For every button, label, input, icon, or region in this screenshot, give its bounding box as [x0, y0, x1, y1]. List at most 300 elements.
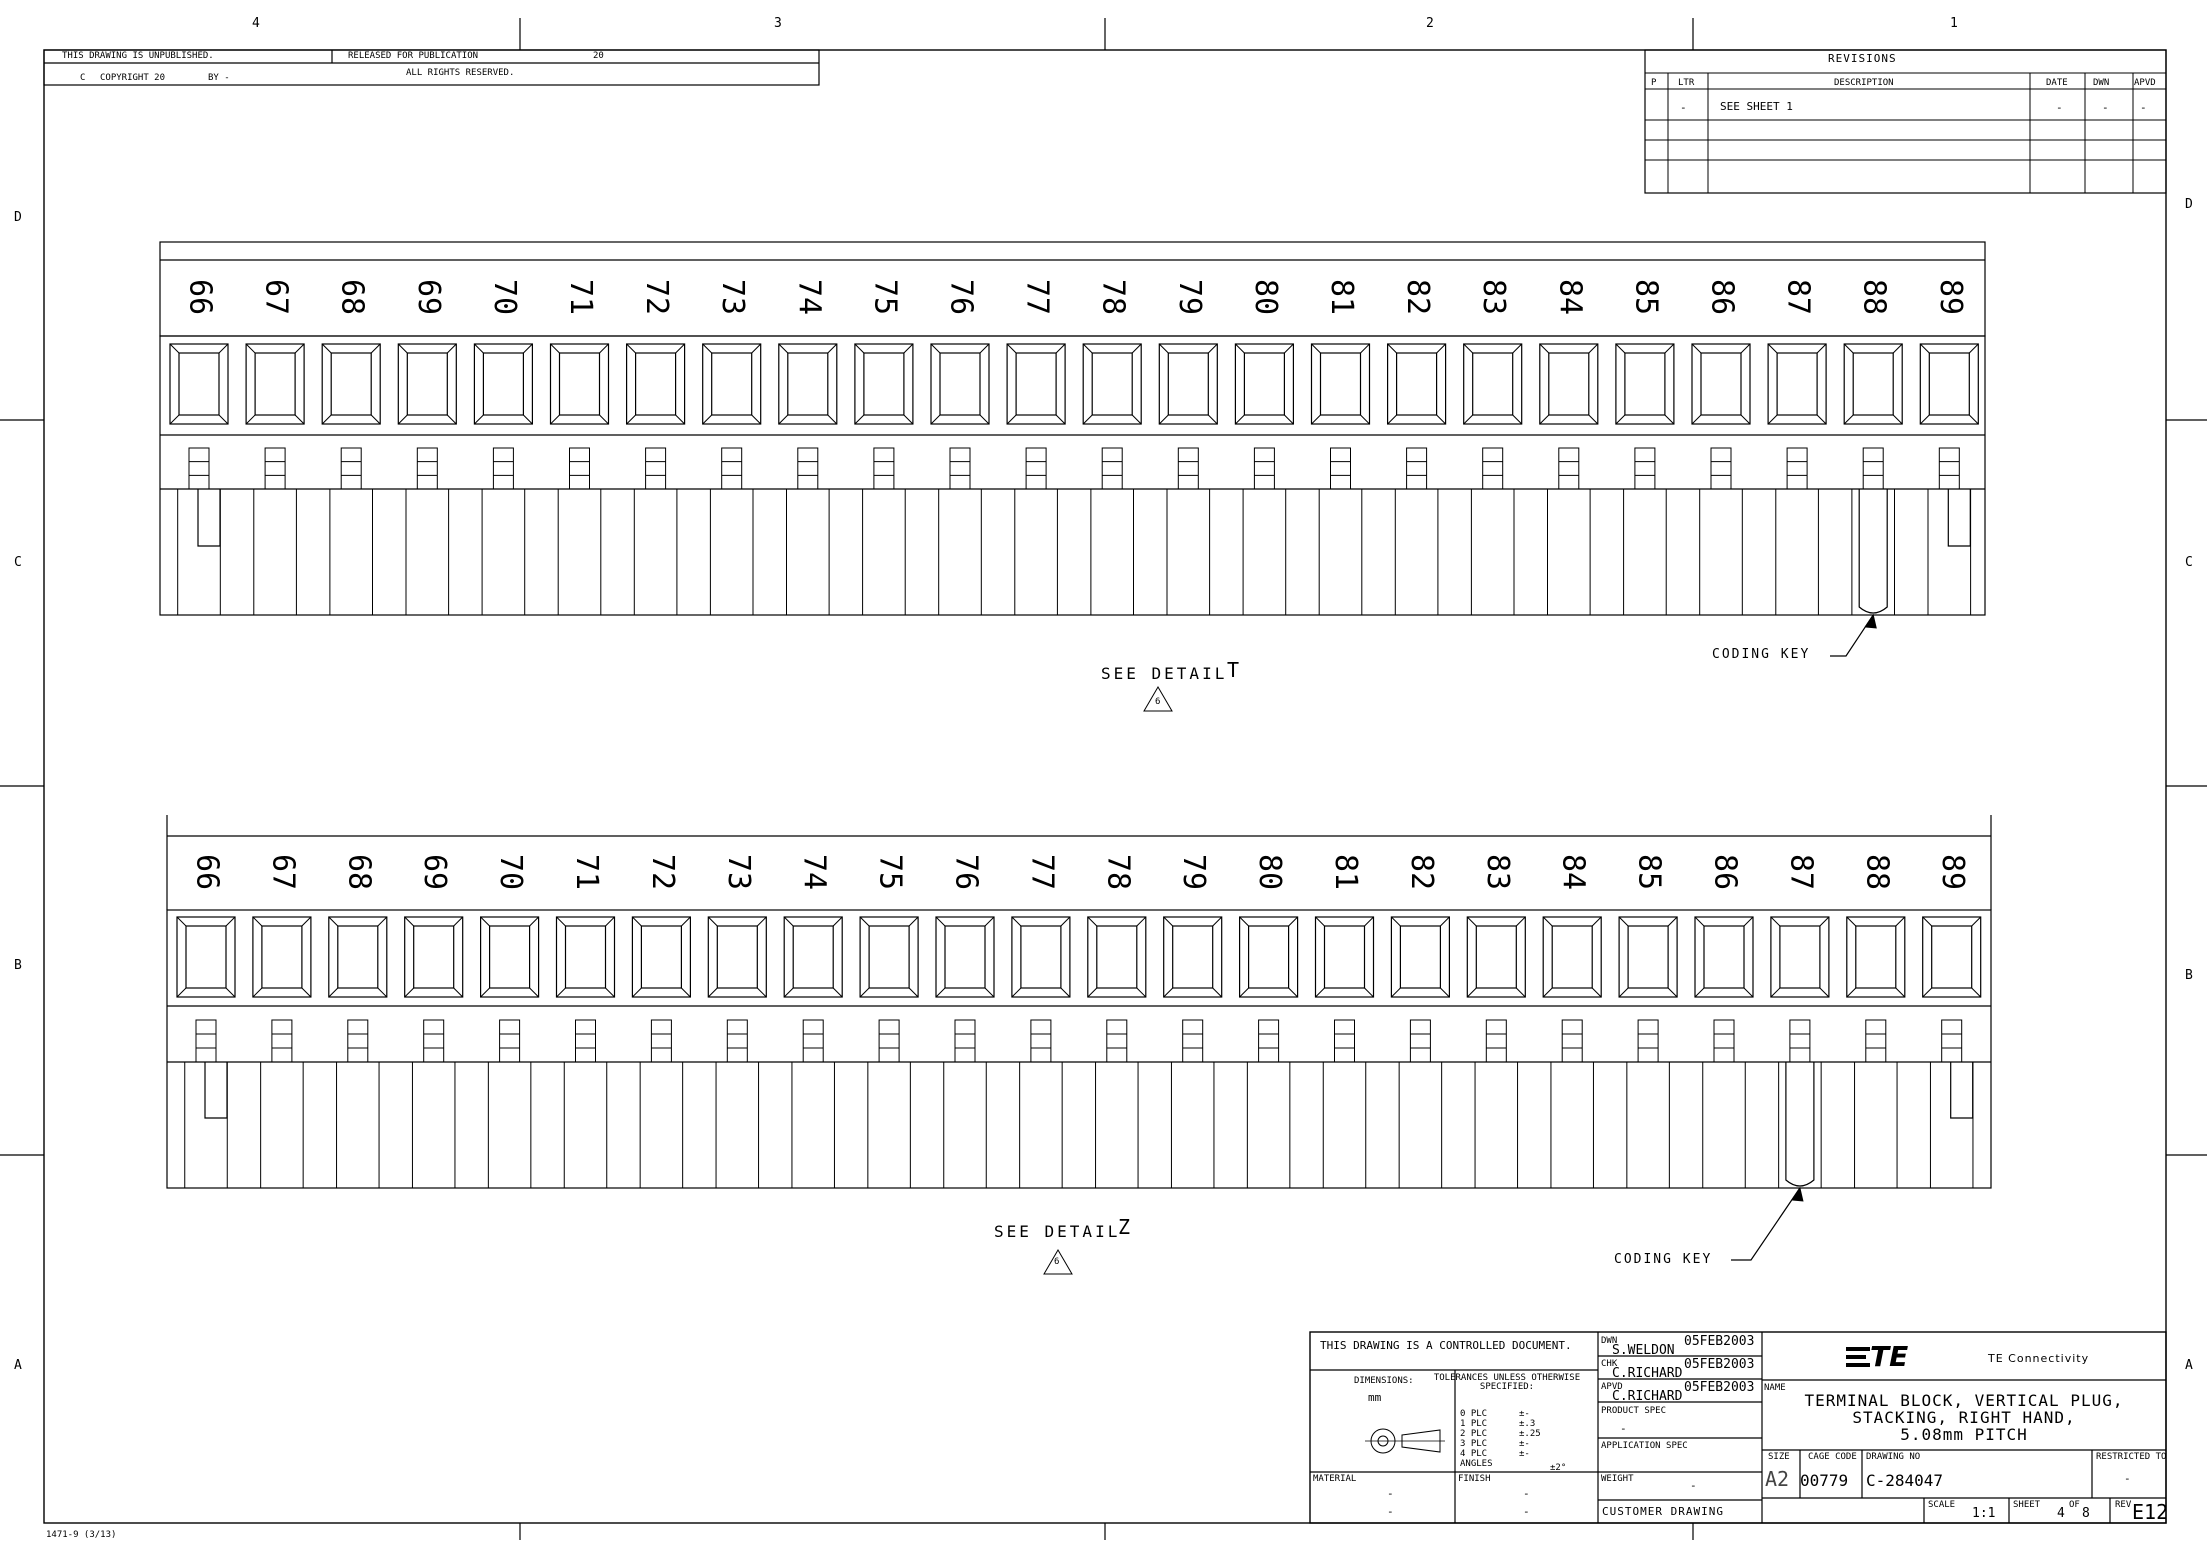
wire-port-chamfer [1923, 988, 1932, 997]
detail-callout-letter: Z [1118, 1215, 1131, 1239]
zone-column-label: 4 [252, 16, 260, 31]
wire-port-chamfer [1513, 415, 1522, 424]
detail-callout-label: SEE DETAIL [994, 1222, 1121, 1241]
wire-port-chamfer [627, 344, 636, 353]
wire-port-chamfer [1391, 917, 1400, 926]
position-number: 82 [1403, 853, 1439, 891]
wire-port-chamfer [246, 415, 255, 424]
revisions-cell: - [2056, 101, 2063, 114]
contact-slot [1559, 448, 1579, 489]
wire-port-chamfer [909, 917, 918, 926]
chk-date: 05FEB2003 [1684, 1357, 1755, 1372]
wire-port-inner [1097, 926, 1137, 988]
wire-port-inner [1249, 926, 1289, 988]
position-number: 78 [1100, 853, 1136, 891]
wire-port-chamfer [1844, 344, 1853, 353]
position-number: 68 [341, 853, 377, 891]
wire-port-chamfer [1464, 344, 1473, 353]
wire-port-inner [262, 926, 302, 988]
wire-port-inner [483, 353, 523, 415]
wire-port-chamfer [1540, 415, 1549, 424]
tolerance-value: ±- [1519, 1409, 1530, 1419]
finish-value: - [1523, 1487, 1530, 1500]
zone-column-label: 1 [1950, 16, 1958, 31]
wire-port-chamfer [703, 344, 712, 353]
wire-port-chamfer [681, 988, 690, 997]
contact-slot [272, 1020, 292, 1062]
wire-port-chamfer [752, 344, 761, 353]
contact-slot [879, 1020, 899, 1062]
wire-port-chamfer [226, 988, 235, 997]
wire-port-chamfer [454, 988, 463, 997]
apvd-date: 05FEB2003 [1684, 1380, 1755, 1395]
position-number: 71 [563, 278, 598, 316]
terminal-block-view-bottom [167, 815, 1991, 1274]
weight-value: - [1690, 1479, 1697, 1492]
tolerance-value: ±.3 [1519, 1419, 1536, 1429]
position-number: 69 [410, 278, 446, 316]
position-number: 84 [1555, 853, 1591, 891]
position-number: 89 [1932, 278, 1968, 316]
wire-port-inner [1173, 926, 1213, 988]
wire-port-chamfer [1132, 344, 1141, 353]
contact-slot [798, 448, 818, 489]
revisions-cell: - [2102, 101, 2109, 114]
wire-port-chamfer [1012, 988, 1021, 997]
wire-port-inner [560, 353, 600, 415]
wire-port-chamfer [447, 415, 456, 424]
wire-port-inner [1397, 353, 1437, 415]
wire-port-chamfer [1361, 415, 1370, 424]
wire-port-chamfer [1289, 917, 1298, 926]
position-number: 88 [1856, 278, 1892, 316]
wire-port-inner [940, 353, 980, 415]
finish-value: - [1523, 1505, 1530, 1518]
apvd-name: C.RICHARD [1612, 1389, 1683, 1404]
coding-key-label: CODING KEY [1712, 647, 1811, 662]
wire-port-inner [1092, 353, 1132, 415]
sheet-label: SHEET [2013, 1500, 2041, 1510]
wire-port-chamfer [980, 415, 989, 424]
wire-port-chamfer [481, 917, 490, 926]
wire-port-inner [1244, 353, 1284, 415]
wire-port-inner [407, 353, 447, 415]
wire-port-chamfer [1284, 344, 1293, 353]
revisions-title: REVISIONS [1828, 52, 1897, 65]
contact-slot [1635, 448, 1655, 489]
position-number: 86 [1704, 278, 1740, 316]
coding-key-label: CODING KEY [1614, 1252, 1713, 1267]
zone-row-label: C [14, 555, 22, 570]
position-number: 83 [1476, 278, 1512, 316]
weight-label: WEIGHT [1601, 1474, 1634, 1484]
wire-port-chamfer [1440, 917, 1449, 926]
contact-slot [265, 448, 285, 489]
contact-slot [646, 448, 666, 489]
position-number: 81 [1328, 853, 1363, 891]
wire-port-inner [717, 926, 757, 988]
wire-port-chamfer [302, 988, 311, 997]
wire-port-chamfer [985, 988, 994, 997]
position-number: 85 [1628, 278, 1664, 316]
wire-port-chamfer [378, 988, 387, 997]
cage-code-value: 00779 [1800, 1471, 1849, 1490]
contact-slot [1562, 1020, 1582, 1062]
wire-port-inner [255, 353, 295, 415]
wire-port-chamfer [757, 988, 766, 997]
wire-port-chamfer [1616, 415, 1625, 424]
contact-slot [874, 448, 894, 489]
restricted-to-label: RESTRICTED TO [2096, 1452, 2167, 1462]
contact-slot [1942, 1020, 1962, 1062]
wire-port-chamfer [1893, 344, 1902, 353]
wire-port-chamfer [1589, 415, 1598, 424]
stacking-notch [1951, 1062, 1973, 1118]
zone-row-label: D [2185, 197, 2193, 212]
wire-port-chamfer [1316, 988, 1325, 997]
wire-port-chamfer [1668, 988, 1677, 997]
position-number: 85 [1631, 853, 1667, 891]
contact-slot [341, 448, 361, 489]
wire-port-inner [1549, 353, 1589, 415]
contact-slot [1638, 1020, 1658, 1062]
revisions-border [1645, 50, 2166, 193]
wire-port-chamfer [1817, 344, 1826, 353]
wire-port-chamfer [1744, 917, 1753, 926]
wire-port-chamfer [681, 917, 690, 926]
wire-port-chamfer [1972, 917, 1981, 926]
wire-port-chamfer [1513, 344, 1522, 353]
copyright-symbol: C [80, 73, 86, 83]
material-value: - [1387, 1487, 1394, 1500]
wire-port-chamfer [302, 917, 311, 926]
coding-key-leader [1731, 1188, 1800, 1260]
wire-port-chamfer [855, 415, 864, 424]
position-number: 83 [1479, 853, 1515, 891]
contact-slot [1790, 1020, 1810, 1062]
wire-port-chamfer [904, 344, 913, 353]
dimensions-unit: mm [1368, 1391, 1382, 1404]
contact-slot [651, 1020, 671, 1062]
contact-slot [1410, 1020, 1430, 1062]
wire-port-chamfer [1437, 344, 1446, 353]
wire-port-chamfer [1896, 917, 1905, 926]
contact-slot [1483, 448, 1503, 489]
wire-port-chamfer [1695, 917, 1704, 926]
contact-slot [196, 1020, 216, 1062]
wire-port-chamfer [1665, 344, 1674, 353]
coding-key-slot [1786, 1062, 1814, 1186]
wire-port-inner [636, 353, 676, 415]
wire-port-chamfer [226, 917, 235, 926]
contact-slot [500, 1020, 520, 1062]
wire-port-chamfer [1361, 344, 1370, 353]
wire-port-chamfer [1137, 988, 1146, 997]
position-number: 74 [791, 278, 827, 316]
drawing-name-line: STACKING, RIGHT HAND, [1852, 1408, 2076, 1427]
housing-body [167, 910, 1991, 1188]
wire-port-chamfer [1589, 344, 1598, 353]
wire-port-chamfer [398, 344, 407, 353]
material-label: MATERIAL [1313, 1474, 1357, 1484]
wire-port-chamfer [329, 917, 338, 926]
wire-port-chamfer [1695, 988, 1704, 997]
contact-slot [1026, 448, 1046, 489]
wire-port-chamfer [1543, 988, 1552, 997]
wire-port-chamfer [1289, 988, 1298, 997]
position-number: 81 [1324, 278, 1359, 316]
wire-port-chamfer [1437, 415, 1446, 424]
wire-port-chamfer [1665, 415, 1674, 424]
wire-port-chamfer [1920, 415, 1929, 424]
wire-port-chamfer [855, 344, 864, 353]
contact-slot [424, 1020, 444, 1062]
wire-port-chamfer [1768, 344, 1777, 353]
position-number: 79 [1171, 278, 1207, 316]
wire-port-chamfer [1132, 415, 1141, 424]
wire-port-chamfer [779, 344, 788, 353]
wire-port-chamfer [985, 917, 994, 926]
wire-port-chamfer [980, 344, 989, 353]
stacking-notch [1948, 489, 1970, 546]
wire-port-chamfer [1619, 988, 1628, 997]
zone-row-label: B [14, 958, 22, 973]
wire-port-inner [1628, 926, 1668, 988]
contact-slot [1711, 448, 1731, 489]
wire-port-chamfer [632, 917, 641, 926]
wire-port-chamfer [1213, 917, 1222, 926]
wire-port-inner [712, 353, 752, 415]
position-number: 77 [1019, 278, 1055, 316]
contact-slot [1178, 448, 1198, 489]
position-number: 66 [189, 853, 225, 891]
wire-port-chamfer [1847, 988, 1856, 997]
position-number: 73 [715, 278, 751, 316]
contact-slot [1407, 448, 1427, 489]
position-number: 88 [1859, 853, 1895, 891]
contact-slot [1331, 448, 1351, 489]
wire-port-inner [331, 353, 371, 415]
revisions-col-header: DATE [2046, 78, 2068, 88]
wire-port-chamfer [322, 415, 331, 424]
wire-port-inner [1932, 926, 1972, 988]
wire-port-chamfer [1365, 917, 1374, 926]
dwn-name: S.WELDON [1612, 1343, 1675, 1358]
wire-port-inner [1856, 926, 1896, 988]
position-number: 67 [265, 853, 301, 891]
position-number: 87 [1783, 853, 1819, 891]
chk-label: CHK [1601, 1359, 1618, 1369]
wire-port-chamfer [177, 917, 186, 926]
zone-row-label: C [2185, 555, 2193, 570]
wire-port-chamfer [1312, 344, 1321, 353]
of-value: 8 [2082, 1506, 2090, 1521]
wire-port-inner [1701, 353, 1741, 415]
customer-drawing-label: CUSTOMER DRAWING [1602, 1505, 1724, 1518]
position-number: 66 [182, 278, 218, 316]
wire-port-inner [869, 926, 909, 988]
wire-port-chamfer [1159, 344, 1168, 353]
wire-port-chamfer [523, 415, 532, 424]
contact-slot [803, 1020, 823, 1062]
wire-port-chamfer [828, 415, 837, 424]
wire-port-inner [1325, 926, 1365, 988]
wire-port-chamfer [1083, 344, 1092, 353]
wire-port-chamfer [1464, 415, 1473, 424]
wire-port-chamfer [627, 415, 636, 424]
detail-callout-label: SEE DETAIL [1101, 664, 1228, 683]
position-number: 75 [872, 853, 908, 891]
wire-port-chamfer [1240, 988, 1249, 997]
wire-port-chamfer [219, 415, 228, 424]
wire-port-chamfer [1284, 415, 1293, 424]
wire-port-chamfer [828, 344, 837, 353]
wire-port-chamfer [170, 415, 179, 424]
wire-port-chamfer [177, 988, 186, 997]
coding-key-arrowhead [1865, 615, 1876, 628]
wire-port-chamfer [454, 917, 463, 926]
wire-port-chamfer [1007, 415, 1016, 424]
wire-port-chamfer [1440, 988, 1449, 997]
wire-port-inner [1780, 926, 1820, 988]
chk-name: C.RICHARD [1612, 1366, 1683, 1381]
wire-port-inner [338, 926, 378, 988]
detail-callout-letter: T [1227, 658, 1240, 682]
wire-port-inner [1704, 926, 1744, 988]
position-number: 89 [1935, 853, 1971, 891]
tolerance-label: 3 PLC [1460, 1439, 1488, 1449]
wire-port-chamfer [322, 344, 331, 353]
contact-slot [727, 1020, 747, 1062]
wire-port-inner [1625, 353, 1665, 415]
wire-port-chamfer [447, 344, 456, 353]
wire-port-chamfer [1137, 917, 1146, 926]
wire-port-inner [1552, 926, 1592, 988]
position-number: 71 [569, 853, 604, 891]
form-number: 1471-9 (3/13) [46, 1530, 117, 1540]
contact-slot [1486, 1020, 1506, 1062]
material-value: - [1387, 1505, 1394, 1518]
contact-slot [576, 1020, 596, 1062]
wire-port-chamfer [551, 344, 560, 353]
wire-port-chamfer [1159, 415, 1168, 424]
wire-port-chamfer [474, 415, 483, 424]
wire-port-chamfer [1516, 988, 1525, 997]
drawing-name-line: 5.08mm PITCH [1900, 1425, 2028, 1444]
wire-port-chamfer [1844, 415, 1853, 424]
dimensions-label: DIMENSIONS: [1354, 1376, 1414, 1386]
wire-port-chamfer [1056, 344, 1065, 353]
wire-port-chamfer [600, 344, 609, 353]
wire-port-inner [1853, 353, 1893, 415]
wire-port-chamfer [1817, 415, 1826, 424]
position-number: 82 [1400, 278, 1436, 316]
wire-port-chamfer [936, 988, 945, 997]
wire-port-chamfer [1820, 917, 1829, 926]
position-number: 79 [1176, 853, 1212, 891]
wire-port-chamfer [708, 917, 717, 926]
wire-port-chamfer [481, 988, 490, 997]
restricted-to-value: - [2124, 1472, 2131, 1485]
dwn-date: 05FEB2003 [1684, 1334, 1755, 1349]
position-number: 72 [644, 853, 680, 891]
contact-slot [1866, 1020, 1886, 1062]
wire-port-chamfer [170, 344, 179, 353]
wire-port-chamfer [833, 988, 842, 997]
wire-port-chamfer [329, 988, 338, 997]
scale-label: SCALE [1928, 1500, 1956, 1510]
wire-port-chamfer [1619, 917, 1628, 926]
released-for-publication: RELEASED FOR PUBLICATION [348, 51, 479, 61]
wire-port-chamfer [757, 917, 766, 926]
wire-port-chamfer [752, 415, 761, 424]
coding-key-leader [1830, 615, 1873, 656]
wire-port-chamfer [1893, 415, 1902, 424]
wire-port-inner [1777, 353, 1817, 415]
controlled-document-notice: THIS DRAWING IS A CONTROLLED DOCUMENT. [1320, 1339, 1572, 1352]
wire-port-chamfer [1208, 344, 1217, 353]
position-number: 70 [493, 853, 529, 891]
contact-slot [1787, 448, 1807, 489]
wire-port-chamfer [909, 988, 918, 997]
wire-port-chamfer [295, 415, 304, 424]
contact-slot [348, 1020, 368, 1062]
wire-port-chamfer [703, 415, 712, 424]
position-number: 73 [720, 853, 756, 891]
wire-port-inner [414, 926, 454, 988]
wire-port-chamfer [931, 415, 940, 424]
finish-label: FINISH [1458, 1474, 1491, 1484]
unpublished-notice: THIS DRAWING IS UNPUBLISHED. [62, 51, 214, 61]
wire-port-chamfer [1388, 344, 1397, 353]
wire-port-inner [864, 353, 904, 415]
wire-port-chamfer [1592, 917, 1601, 926]
contact-slot [1863, 448, 1883, 489]
rev-value: E12 [2132, 1500, 2169, 1524]
contact-slot [417, 448, 437, 489]
detail-flag-number: 6 [1054, 1257, 1060, 1267]
company-name: TE Connectivity [1988, 1352, 2090, 1365]
wire-port-chamfer [474, 344, 483, 353]
wire-port-chamfer [398, 415, 407, 424]
wire-port-chamfer [1920, 344, 1929, 353]
size-value: A2 [1765, 1467, 1790, 1491]
zone-row-label: D [14, 210, 22, 225]
revisions-col-header: APVD [2134, 78, 2156, 88]
wire-port-chamfer [1972, 988, 1981, 997]
position-number: 75 [867, 278, 903, 316]
wire-port-chamfer [371, 344, 380, 353]
wire-port-chamfer [557, 988, 566, 997]
position-number: 84 [1552, 278, 1588, 316]
wire-port-inner [1929, 353, 1969, 415]
wire-port-chamfer [295, 344, 304, 353]
wire-port-chamfer [253, 988, 262, 997]
rights-reserved: ALL RIGHTS RESERVED. [406, 68, 515, 78]
copyright-text: COPYRIGHT 20 [100, 73, 166, 83]
contact-slot [955, 1020, 975, 1062]
contact-slot [1102, 448, 1122, 489]
contact-slot [1714, 1020, 1734, 1062]
position-number: 76 [943, 278, 979, 316]
wire-port-chamfer [1061, 917, 1070, 926]
detail-flag-number: 6 [1155, 697, 1161, 707]
wire-port-chamfer [523, 344, 532, 353]
te-logo [1846, 1342, 1916, 1372]
wire-port-chamfer [1847, 917, 1856, 926]
release-year: 20 [593, 51, 604, 61]
drawing-no-label: DRAWING NO [1866, 1452, 1921, 1462]
